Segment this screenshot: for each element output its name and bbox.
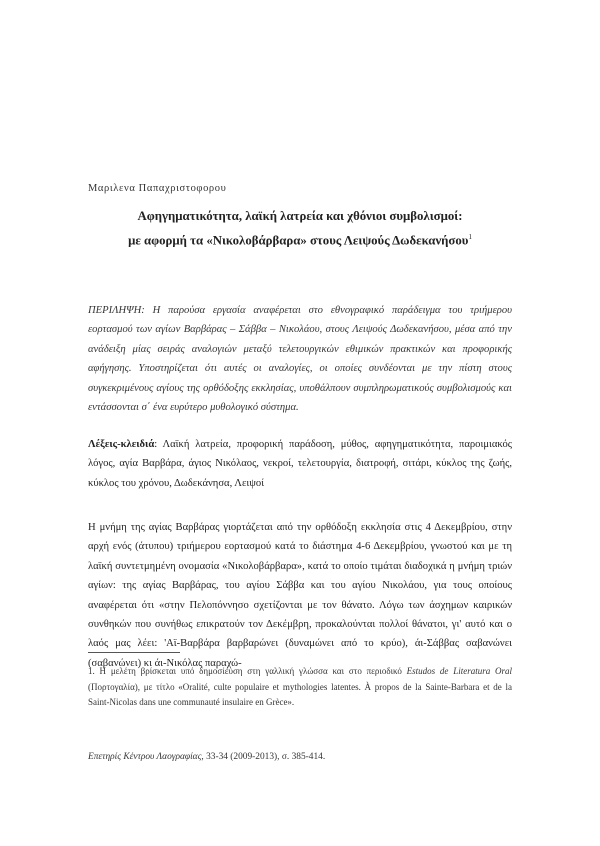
footnote-journal: Estudos de Literatura Oral (406, 666, 512, 676)
footnote-mark: 1 (468, 233, 472, 241)
keywords-label: Λέξεις-κλειδιά (88, 439, 155, 450)
footnote-part-2: (Πορτογαλία), με τίτλο «Oralité, culte populaire et mythologies latentes. À propos de la Sainte-Barbara et de la Saint-Nicolas dans une communauté insulaire en Grèce». (88, 681, 512, 708)
footnote (88, 664, 512, 711)
article-title (88, 206, 512, 251)
journal-pages: , 33-34 (2009-2013), σ. 385-414. (201, 752, 326, 762)
keywords (88, 435, 512, 493)
journal-citation (88, 752, 512, 762)
title-line-1: Αφηγηματικότητα, λαϊκή λατρεία και χθόνιοι συμβολισμοί: (137, 209, 463, 223)
footnote-divider (88, 652, 180, 653)
journal-name: Επετηρίς Κέντρου Λαογραφίας (88, 752, 202, 762)
author-name: Μαριλενα Παπαχριστοφορου (88, 183, 227, 194)
footnote-part-1: 1. Η μελέτη βρίσκεται υπό δημοσίευση στη γαλλική γλώσσα και στο περιοδικό (88, 666, 407, 676)
body-paragraph: Η μνήμη της αγίας Βαρβάρας γιορτάζεται από την ορθόδοξη εκκλησία στις 4 Δεκεμβρίου, στην αρχή ενός (άτυπου) τριήμερου εορτασμού κατά το διάστημα 4-6 Δεκεμβρίου, γνωστού και με τη λαϊκή συντετμημένη ονομασία «Νικολοβάρβαρα», κατά το οποίο τιμάται διαδοχικά η μνήμη τριών αγίων: της αγίας Βαρβάρας, του αγίου Σάββα και του αγίου Νικολάου, για τους οποίους αναφέρεται ότι «στην Πελοπόννησο σχετίζονται με τον θάνατο. Λόγω των άσχημων καιρικών συνθηκών που συνήθως επικρατούν τον Δεκέμβρη, προκαλούνται πολλοί θάνατοι, γι' αυτό και ο λαός μας λέει: 'Αϊ-Βαρβάρα βαρβαρώνει (δυναμώνει από το κρύο), άι-Σάββας σαβανώνει (σαβανώνει) κι άι-Νικόλας παραχώ- (88, 522, 512, 669)
title-line-2 (88, 227, 512, 251)
abstract: ΠΕΡΙΛΗΨΗ: Η παρούσα εργασία αναφέρεται στο εθνογραφικό παράδειγμα του τριήμερου εορτασμού των αγίων Βαρβάρας – Σάββα – Νικολάου, στους Λειψούς Δωδεκανήσου, μέσα από την ανάδειξη μίας σειράς αναλογιών μεταξύ τελετουργικών εθιμικών πρακτικών και προφορικής αφήγησης. Υποστηρίζεται ότι αυτές οι αναλογίες, οι οποίες συνδέονται με την πίστη στους συγκεκριμένους αγίους της ορθόδοξης εκκλησίας, υποθάλπουν συμπληρωματικούς συμβολισμούς και εντάσσονται σ΄ ένα ευρύτερο μυθολογικό σύστημα. (88, 305, 512, 414)
keywords-text: : Λαϊκή λατρεία, προφορική παράδοση, μύθος, αφηγηματικότητα, παροιμιακός λόγος, αγία Βαρβάρα, άγιος Νικόλαος, νεκροί, τελετουργία, διατροφή, σιτάρι, κύκλος της ζωής, κύκλος του χρόνου, Δωδεκάνησα, Λειψοί (88, 439, 512, 489)
title-line-2-text: με αφορμή τα «Νικολοβάρβαρα» στους Λειψούς Δωδεκανήσου (128, 233, 469, 248)
